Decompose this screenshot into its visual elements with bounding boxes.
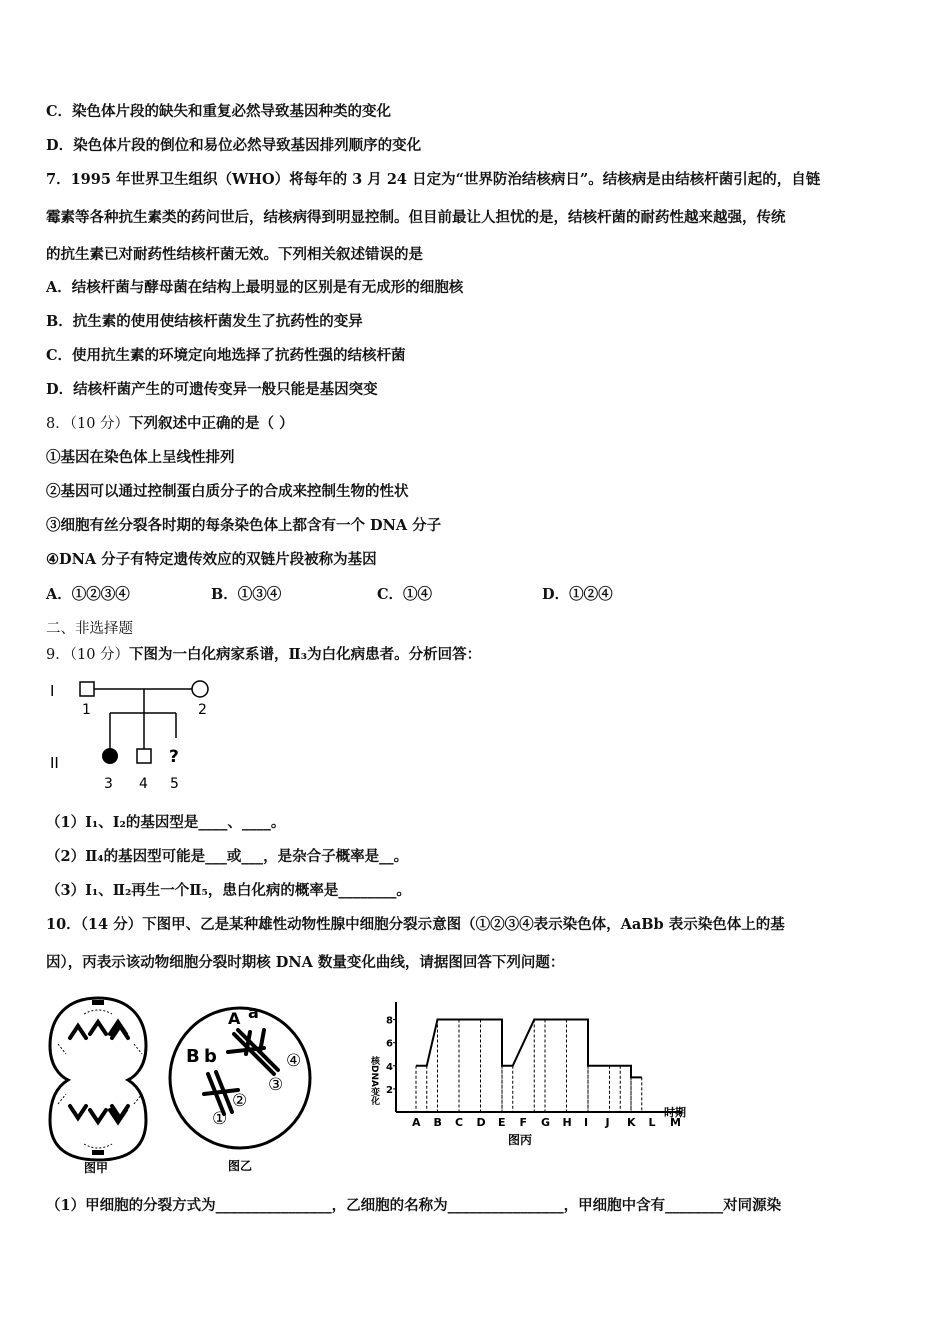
- x-tick-K: K: [627, 1116, 636, 1129]
- q10-stem-line1: 10．（14 分）下图甲、乙是某种雄性动物性腺中细胞分裂示意图（①②③④表示染色体，AaBb 表示染色体上的基: [46, 916, 785, 933]
- x-tick-F: F: [519, 1116, 528, 1129]
- q9-stem: [46, 645, 481, 665]
- gene-label-A: A: [228, 1009, 241, 1028]
- fig-yi-caption: 图乙: [228, 1159, 253, 1173]
- x-tick-L: L: [648, 1116, 656, 1129]
- figure-jia: [46, 994, 156, 1174]
- y-tick-4: 4: [386, 1061, 393, 1073]
- q7-stem-line3: 的抗生素已对耐药性结核杆菌无效。下列相关叙述错误的是: [46, 246, 423, 263]
- q8-option-b: B．①③④: [211, 586, 282, 603]
- fig-jia-caption: 图甲: [84, 1161, 109, 1174]
- q7-option-b: B．抗生素的使用使结核杆菌发生了抗药性的变异: [46, 313, 363, 330]
- y-tick-2: 2: [386, 1084, 393, 1096]
- y-tick-6: 6: [386, 1038, 393, 1050]
- centrosome-top: [92, 1000, 104, 1005]
- q8-statement-2: ②基因可以通过控制蛋白质分子的合成来控制生物的性状: [46, 483, 409, 500]
- x-tick-B: B: [433, 1116, 442, 1129]
- x-tick-I: I: [584, 1116, 589, 1129]
- q8-statement-3: ③细胞有丝分裂各时期的每条染色体上都含有一个 DNA 分子: [46, 517, 442, 534]
- gen1-label: I: [50, 682, 55, 700]
- chart-title: 图丙: [508, 1133, 533, 1147]
- chromosome-pair-a: [228, 1030, 278, 1074]
- spindle-fibers: [58, 1044, 142, 1104]
- pedigree-chart: [44, 676, 224, 796]
- q10-stem-line2: 因），丙表示该动物细胞分裂时期核 DNA 数量变化曲线，请据图回答下列问题：: [46, 954, 565, 971]
- spindle-top: [84, 1010, 112, 1014]
- q9-part-1: （1）Ⅰ₁、Ⅰ₂的基因型是____、____。: [46, 814, 286, 831]
- chromosome-label-1: ①: [212, 1109, 228, 1129]
- individual-1-number: 1: [82, 702, 91, 718]
- chromosomes-bottom-group: [70, 1106, 128, 1122]
- x-tick-J: J: [605, 1116, 610, 1129]
- chromosomes-top-group: [70, 1022, 128, 1038]
- q10-part-1: （1）甲细胞的分裂方式为________________，乙细胞的名称为________________，甲细胞中含有________对同源染: [46, 1197, 782, 1214]
- figure-yi: [164, 994, 324, 1174]
- q7-option-a: A．结核杆菌与酵母菌在结构上最明显的区别是有无成形的细胞核: [46, 279, 464, 296]
- centrosome-bottom: [92, 1150, 104, 1155]
- q8-option-a: A．①②③④: [46, 586, 130, 603]
- q6-option-d: D．染色体片段的倒位和易位必然导致基因排列顺序的变化: [46, 137, 422, 154]
- q8-prefix: 8．（10 分）: [46, 416, 130, 432]
- gene-label-b: b: [204, 1046, 217, 1067]
- q8-option-d: D．①②④: [542, 586, 613, 603]
- individual-5-unknown: ?: [169, 747, 179, 767]
- q9-stem-text: 下图为一白化病家系谱，Ⅱ₃为白化病患者。分析回答：: [129, 646, 482, 663]
- y-axis-label: 核DNA变化: [369, 1056, 379, 1105]
- q8-stem: [46, 414, 294, 434]
- q7-option-d: D．结核杆菌产生的可遗传变异一般只能是基因突变: [46, 381, 378, 398]
- q9-part-2: （2）Ⅱ₄的基因型可能是___或___，是杂合子概率是__。: [46, 848, 409, 865]
- x-axis-label: 时期: [664, 1106, 686, 1119]
- individual-1-male: [80, 682, 94, 696]
- y-tick-8: 8: [386, 1015, 393, 1027]
- x-tick-E: E: [498, 1116, 506, 1129]
- cell-outline: [170, 1008, 310, 1148]
- q9-part-3: （3）Ⅰ₁、Ⅱ₂再生一个Ⅱ₅，患白化病的概率是________。: [46, 882, 411, 899]
- q8-stem-text: 下列叙述中正确的是（ ）: [129, 415, 294, 432]
- x-tick-H: H: [562, 1116, 572, 1129]
- q7-stem-line2: 霉素等各种抗生素类的药问世后，结核病得到明显控制。但目前最让人担忧的是，结核杆菌的耐药性越来越强，传统: [46, 209, 786, 226]
- spindle-bottom: [84, 1144, 112, 1148]
- individual-3-affected-female: [102, 748, 118, 764]
- q8-statement-1: ①基因在染色体上呈线性排列: [46, 449, 235, 466]
- q7-option-c: C．使用抗生素的环境定向地选择了抗药性强的结核杆菌: [46, 347, 406, 364]
- x-tick-M: M: [670, 1116, 681, 1129]
- q9-prefix: 9．（10 分）: [46, 647, 130, 663]
- individual-2-number: 2: [198, 702, 207, 718]
- gen2-label: II: [50, 754, 59, 772]
- individual-4-number: 4: [139, 776, 148, 792]
- figure-bing-chart: [360, 996, 700, 1156]
- q6-option-c: C．染色体片段的缺失和重复必然导致基因种类的变化: [46, 103, 392, 120]
- chromosome-label-3: ③: [268, 1075, 284, 1095]
- individual-4-male: [137, 749, 151, 763]
- section-heading: 二、非选择题: [46, 621, 133, 637]
- q8-option-c: C．①④: [377, 586, 433, 603]
- x-tick-D: D: [476, 1116, 486, 1129]
- x-tick-C: C: [455, 1116, 464, 1129]
- chromosome-label-2: ②: [232, 1091, 248, 1111]
- series-line-0: [416, 1020, 642, 1078]
- individual-2-female: [192, 681, 208, 697]
- gene-label-B: B: [186, 1046, 200, 1067]
- chromosome-label-4: ④: [286, 1051, 302, 1071]
- individual-3-number: 3: [104, 776, 113, 792]
- x-tick-G: G: [541, 1116, 551, 1129]
- individual-5-number: 5: [170, 776, 179, 792]
- gene-label-a: a: [248, 1003, 259, 1022]
- q8-statement-4: ④DNA 分子有特定遗传效应的双链片段被称为基因: [46, 551, 377, 568]
- q7-stem-line1: 7．1995 年世界卫生组织（WHO）将每年的 3 月 24 日定为“世界防治结核病日”。结核病是由结核杆菌引起的，自链: [46, 171, 821, 188]
- x-tick-A: A: [412, 1116, 421, 1129]
